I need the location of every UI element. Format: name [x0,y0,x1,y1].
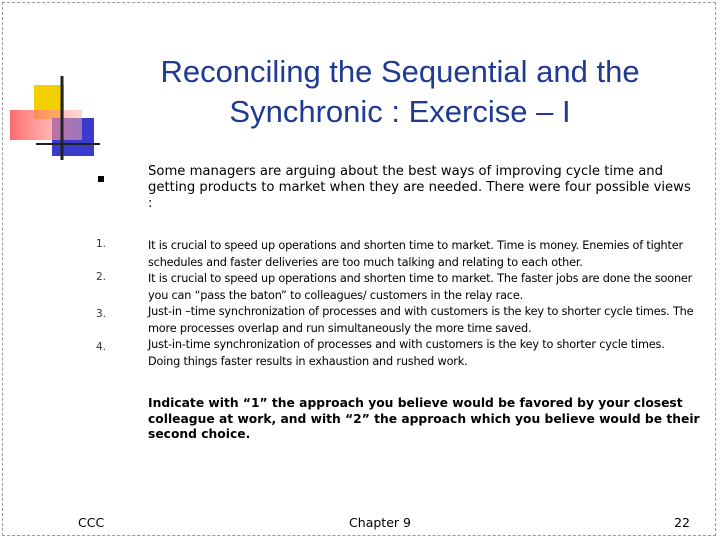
views-list [148,238,700,370]
slide-title [110,52,690,132]
list-item: It is crucial to speed up operations and shorten time to market. Time is money. Enemies of tighter schedules and faster deliveries are too much talking and relating to each other. [148,239,683,269]
item-number: 4. [96,341,107,353]
footer-page-number: 22 [674,515,690,530]
list-item: It is crucial to speed up operations and shorten time to market. The faster jobs are done the sooner you can “pass the baton” to colleagues/ customers in the relay race. [148,272,693,302]
list-item: Just-in-time synchronization of processes and with customers is the key to shorter cycle times. Doing things faster results in exhaustion and rushed work. [148,338,665,368]
title-line-2: Synchronic : Exercise – I [229,94,571,129]
item-number: 2. [96,271,107,283]
footer-left: CCC [78,515,105,530]
instruction-note: Indicate with “1” the approach you believe would be favored by your closest colleague at work, and with “2” the approach which you believe would be their second choice. [148,396,700,441]
red-bar [10,110,82,140]
item-number: 3. [96,308,107,320]
item-number: 1. [96,238,107,250]
bullet-square-icon [98,176,104,182]
decorative-squares-graphic [0,0,110,170]
title-line-1: Reconciling the Sequential and the [160,54,640,89]
intro-paragraph: Some managers are arguing about the best ways of improving cycle time and getting products to market when they are needed. There were four possible views : [148,164,691,211]
footer-chapter: Chapter 9 [349,515,411,530]
list-item: Just-in –time synchronization of processes and with customers is the key to shorter cycle times. The more processes overlap and run simultaneously the more time saved. [148,305,694,335]
